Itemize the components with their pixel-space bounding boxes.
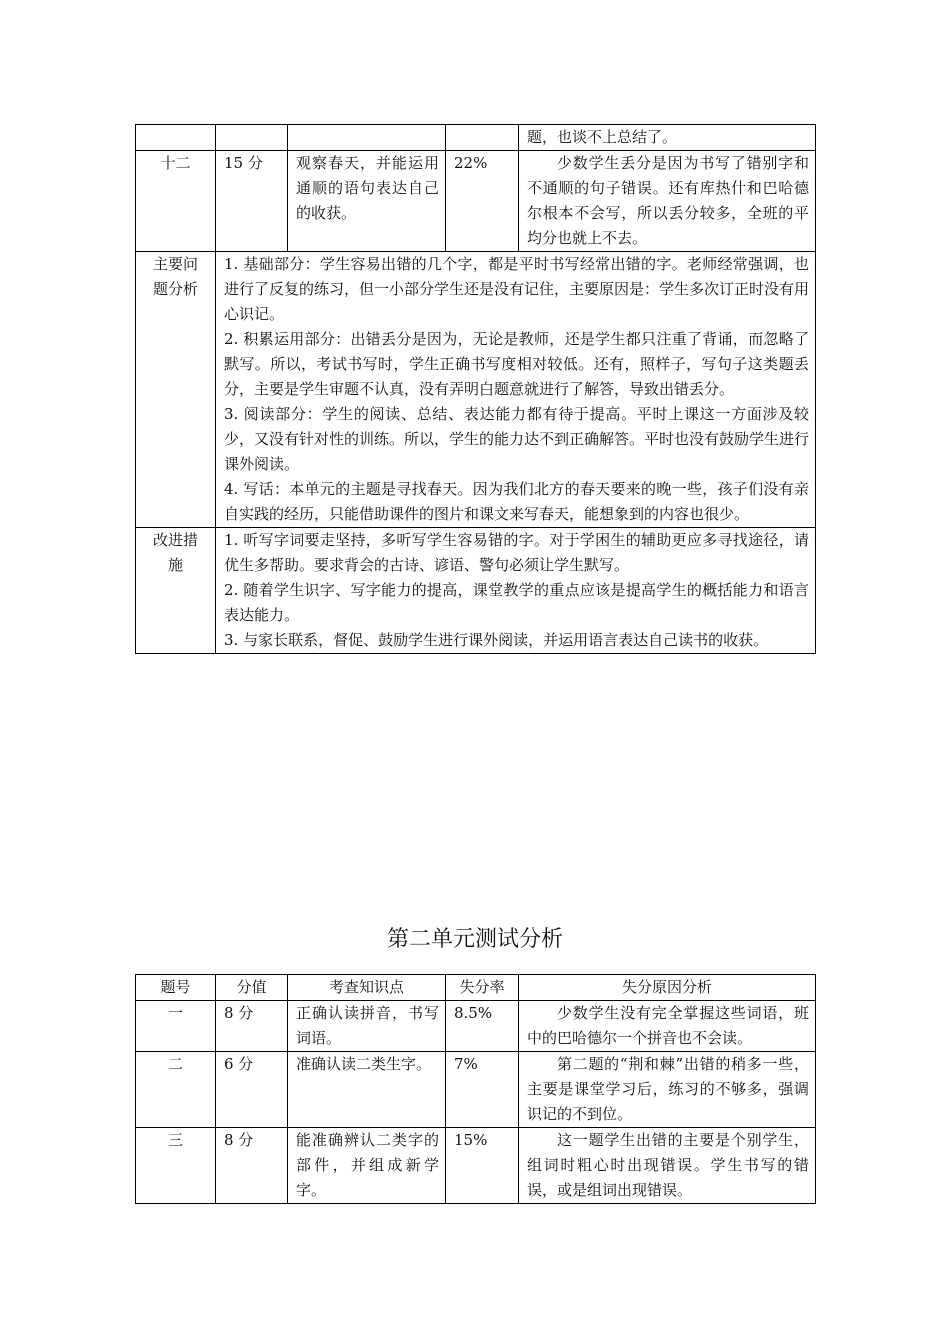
table-header-row (136, 975, 816, 1001)
measures-label: 改进措施 (136, 528, 216, 654)
question-no: 二 (136, 1052, 216, 1128)
table-row (136, 1052, 816, 1128)
measure-item: 1. 听写字词要走坚持，多听写学生容易错的字。对于学困生的辅助更应多寻找途径，请优生多帮助。要求背会的古诗、谚语、警句必须让学生默写。 (224, 531, 809, 574)
header-question-no: 题号 (136, 975, 216, 1001)
knowledge-point: 准确认读二类生字。 (288, 1052, 446, 1128)
loss-rate (446, 125, 519, 151)
table-row (136, 151, 816, 252)
measures-row (136, 528, 816, 654)
score: 8 分 (216, 1001, 288, 1052)
header-loss-reason: 失分原因分析 (519, 975, 816, 1001)
header-knowledge-point: 考查知识点 (288, 975, 446, 1001)
knowledge-point: 观察春天，并能运用通顺的语句表达自己的收获。 (288, 151, 446, 252)
table-row (136, 125, 816, 151)
measure-item: 3. 与家长联系，督促、鼓励学生进行课外阅读，并运用语言表达自己读书的收获。 (224, 631, 769, 649)
analysis-table-continued (135, 124, 816, 654)
loss-rate: 22% (446, 151, 519, 252)
loss-reason: 少数学生没有完全掌握这些词语，班中的巴哈德尔一个拼音也不会读。 (519, 1001, 816, 1052)
analysis-content (216, 252, 816, 528)
measure-item: 2. 随着学生识字、写字能力的提高，课堂教学的重点应该是提高学生的概括能力和语言表达能力。 (224, 581, 809, 624)
knowledge-point (288, 125, 446, 151)
score (216, 125, 288, 151)
measures-content (216, 528, 816, 654)
question-no: 十二 (136, 151, 216, 252)
loss-rate: 7% (446, 1052, 519, 1128)
loss-reason: 题，也谈不上总结了。 (519, 125, 816, 151)
score: 15 分 (216, 151, 288, 252)
loss-rate: 8.5% (446, 1001, 519, 1052)
knowledge-point: 能准确辨认二类字的部件，并组成新学字。 (288, 1128, 446, 1204)
loss-reason: 第二题的“荆和棘”出错的稍多一些，主要是课堂学习后，练习的不够多，强调识记的不到位。 (519, 1052, 816, 1128)
question-no: 三 (136, 1128, 216, 1204)
unit-two-analysis-table (135, 974, 816, 1204)
knowledge-point: 正确认读拼音，书写词语。 (288, 1001, 446, 1052)
loss-reason: 少数学生丢分是因为书写了错别字和不通顺的句子错误。还有库热什和巴哈德尔根本不会写，所以丢分较多，全班的平均分也就上不去。 (519, 151, 816, 252)
analysis-item: 1. 基础部分：学生容易出错的几个字，都是平时书写经常出错的字。老师经常强调，也进行了反复的练习，但一小部分学生还是没有记住，主要原因是：学生多次订正时没有用心识记。 (224, 255, 810, 323)
analysis-row (136, 252, 816, 528)
analysis-label: 主要问题分析 (136, 252, 216, 528)
question-no: 一 (136, 1001, 216, 1052)
loss-rate: 15% (446, 1128, 519, 1204)
table-row (136, 1001, 816, 1052)
score: 6 分 (216, 1052, 288, 1128)
section-title: 第二单元测试分析 (386, 927, 563, 952)
score: 8 分 (216, 1128, 288, 1204)
loss-reason: 这一题学生出错的主要是个别学生，组词时粗心时出现错误。学生书写的错误，或是组词出现错误。 (519, 1128, 816, 1204)
table-row (136, 1128, 816, 1204)
analysis-item: 2. 积累运用部分：出错丢分是因为，无论是教师，还是学生都只注重了背诵，而忽略了默写。所以，考试书写时，学生正确书写度相对较低。还有，照样子，写句子这类题丢分，主要是学生审题不认真，没有弄明白题意就进行了解答，导致出错丢分。 (224, 330, 809, 398)
header-score: 分值 (216, 975, 288, 1001)
analysis-item: 4. 写话：本单元的主题是寻找春天。因为我们北方的春天要来的晚一些，孩子们没有亲自实践的经历，只能借助课件的图片和课文来写春天，能想象到的内容也很少。 (224, 480, 809, 523)
analysis-item: 3. 阅读部分：学生的阅读、总结、表达能力都有待于提高。平时上课这一方面涉及较少，又没有针对性的训练。所以，学生的能力达不到正确解答。平时也没有鼓励学生进行课外阅读。 (224, 405, 810, 473)
header-loss-rate: 失分率 (446, 975, 519, 1001)
question-no (136, 125, 216, 151)
